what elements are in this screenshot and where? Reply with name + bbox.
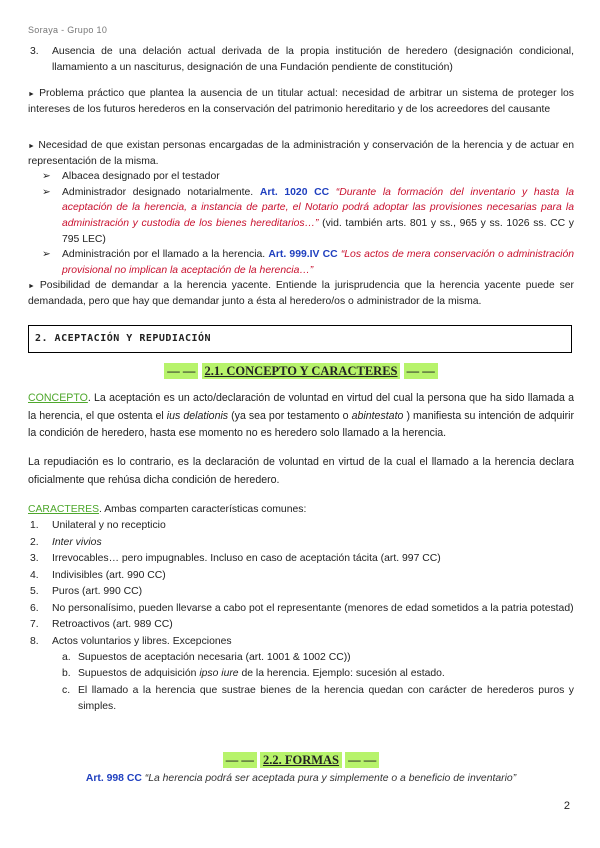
arrow-icon: ➢ (42, 186, 51, 198)
arrow-item-administrador (28, 185, 574, 247)
arrow-text: Administrador designado notarialmente. (62, 186, 254, 198)
article-quote: “Durante la formación del inventario y hasta la aceptación de la herencia, a instancia de parte, el Notario podrá adoptar las provisiones necesarias para la administración y custodia de los bienes hereditarios…” (62, 186, 574, 230)
article-ref: Art. 999.IV CC (268, 249, 338, 261)
arrow-icon: ➢ (42, 249, 51, 261)
list-item: 2. Inter vivios (30, 536, 102, 548)
list-number: 3. (30, 46, 39, 57)
arrow-icon: ➢ (42, 171, 51, 183)
arrow-text: Albacea designado por el testador (62, 171, 220, 183)
article-ref: Art. 998 CC (85, 773, 142, 784)
subsection-banner-formas (28, 751, 574, 770)
bullet-necesidad (28, 138, 574, 278)
section-title: 2. ACEPTACIÓN Y REPUDIACIÓN (28, 325, 572, 353)
caracteres-list: CARACTERES. Ambas comparten características comunes: 1. Unilateral y no recepticio 2. Inter vivios 3. Irrevocables… pero impugnables. Incluso en caso de aceptación tácita (art. 997 CC) 4. Indivisibles (art. 990 CC) 5. Puros (art. 990 CC) 6. No personalísimo, pueden llevarse a cabo pot el representante (menores de edad sometidos a la patria potestad) 7. Retroactivos (art. 989 CC) 8. Actos voluntarios y libres. Excepciones a. Supuestos de aceptación necesaria (art. 1001 & 1002 CC)) b. Supuestos de adquisición ipso iure de la herencia. Ejemplo: sucesión al estado. c. El llamado a la herencia que sustrae bienes de la herencia quedan con carácter de herederos puros y simples. (28, 502, 574, 716)
formas-line (28, 771, 574, 787)
sub-list-item: b. Supuestos de adquisición ipso iure de la herencia. Ejemplo: sucesión al estado. (62, 668, 445, 680)
sub-list-item: a. Supuestos de aceptación necesaria (art. 1001 & 1002 CC)) (62, 651, 351, 663)
banner-dash: — — (164, 363, 198, 379)
banner-dash: — — (345, 752, 379, 768)
sub-list-item: c. El llamado a la herencia que sustrae bienes de la herencia quedan con carácter de herederos puros y simples. (62, 684, 574, 713)
list-item: 6. No personalísimo, pueden llevarse a cabo pot el representante (menores de edad sometidos a la patria potestad) (30, 602, 574, 614)
bullet-posibilidad (28, 278, 574, 309)
bullet-marker-icon: ► (28, 143, 35, 150)
bullet-problema (28, 86, 574, 117)
bullet-text: Posibilidad de demandar a la herencia yacente. Entiende la jurisprudencia que la herencia yacente puede ser demandada, pero que hay que demandar junto a ésta al heredero/os o administrador de la misma. (28, 280, 575, 307)
arrow-item-administracion (28, 247, 574, 278)
page-number: 2 (563, 799, 570, 812)
list-item: 7. Retroactivos (art. 989 CC) (30, 619, 173, 631)
bullet-text: Necesidad de que existan personas encargadas de la administración y conservación de la herencia y de actuar en representación de la misma. (28, 140, 574, 167)
list-item: 4. Indivisibles (art. 990 CC) (30, 569, 166, 581)
list-item: 3. Irrevocables… pero impugnables. Incluso en caso de aceptación tácita (art. 997 CC) (30, 553, 441, 565)
banner-dash: — — (223, 752, 257, 768)
repudiacion-paragraph: La repudiación es lo contrario, es la declaración de voluntad en virtud de la cual el llamado a la herencia declara oficialmente que rehúsa dicha condición de heredero. (28, 456, 574, 486)
bullet-marker-icon: ► (28, 91, 35, 98)
arrow-item-albacea (28, 169, 574, 185)
banner-title: 2.1. CONCEPTO Y CARACTERES (202, 363, 401, 379)
list-text: Ausencia de una delación actual derivada de la propia institución de heredero (designación condicional, llamamiento a un nasciturus, designación de una Fundación pendiente de constitución) (52, 46, 574, 73)
list-item (28, 44, 574, 75)
page-header: Soraya - Grupo 10 (28, 25, 108, 35)
article-extra-ref: (vid. también arts. 801 y ss., 965 y ss. 1026 ss. CC y 795 LEC) (62, 218, 575, 245)
caracteres-label: CARACTERES (28, 504, 100, 515)
article-quote: “Los actos de mera conservación o administración provisional no implican la aceptación de la herencia…” (62, 249, 575, 276)
banner-title: 2.2. FORMAS (260, 752, 342, 768)
concepto-label: CONCEPTO (28, 392, 88, 404)
list-item: 1. Unilateral y no recepticio (30, 520, 166, 532)
list-item: 5. Puros (art. 990 CC) (30, 586, 143, 598)
bullet-text: Problema práctico que plantea la ausencia de un titular actual: necesidad de arbitrar un sistema de proteger los intereses de los futuros herederos en la conservación del patrimonio hereditario y de los acreedores del causante (28, 88, 574, 115)
list-item: 8. Actos voluntarios y libres. Excepciones (30, 635, 232, 647)
article-quote: “La herencia podrá ser aceptada pura y simplemente o a beneficio de inventario” (144, 773, 517, 784)
banner-dash: — — (404, 363, 438, 379)
article-ref: Art. 1020 CC (259, 186, 330, 198)
concepto-paragraph: CONCEPTO. La aceptación es un acto/declaración de voluntad en virtud del cual la persona que ha sido llamada a la herencia, el que ostenta el ius delationis (ya sea por testamento o abintestato ) manifiesta su intención de adquirir la condición de heredero, hasta ese momento no es heredero solo llamado a la herencia. (28, 392, 574, 440)
bullet-marker-icon: ► (28, 283, 35, 290)
arrow-text: Administración por el llamado a la herencia. (62, 249, 266, 261)
subsection-banner-concepto (28, 362, 574, 381)
